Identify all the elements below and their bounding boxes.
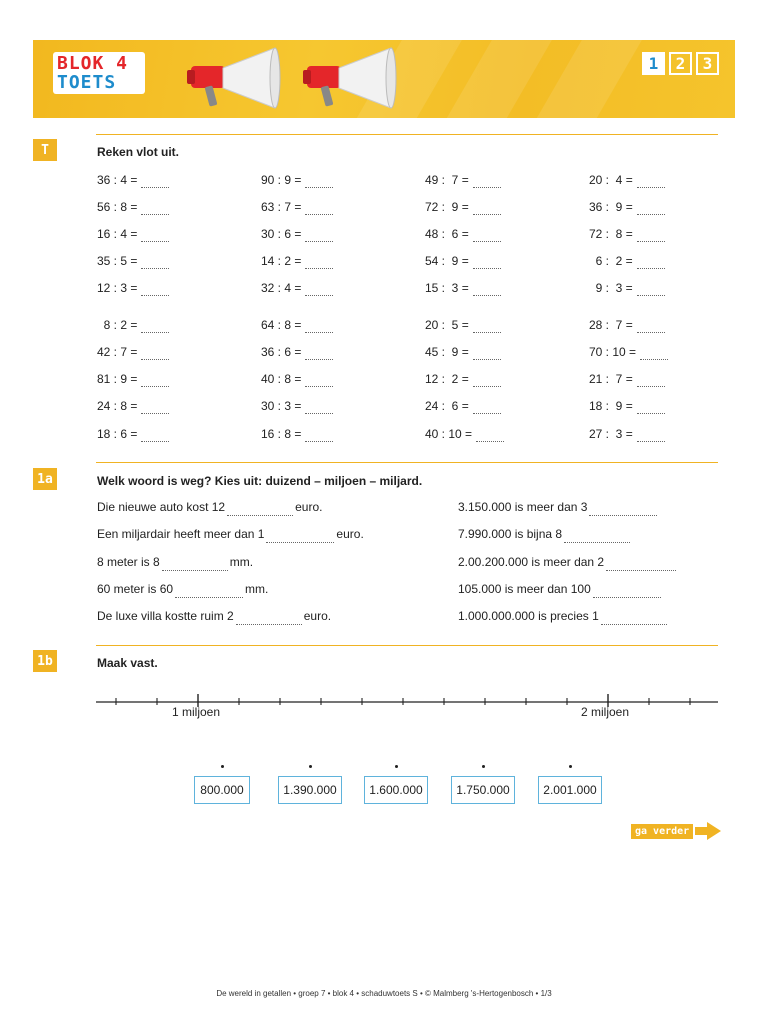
sentence-text: 60 meter is 60 bbox=[97, 582, 174, 596]
division-exercise-text: 21 : 7 = bbox=[589, 372, 633, 386]
division-exercise bbox=[97, 200, 169, 215]
division-exercise bbox=[425, 200, 501, 215]
answer-blank[interactable] bbox=[473, 350, 501, 360]
division-exercise-text: 63 : 7 = bbox=[261, 200, 302, 214]
division-exercise-text: 32 : 4 = bbox=[261, 281, 302, 295]
page-indicator-3[interactable]: 3 bbox=[696, 52, 719, 75]
sentence-text: mm. bbox=[229, 555, 254, 569]
card-connector-dot[interactable] bbox=[221, 765, 224, 768]
division-exercise bbox=[589, 372, 665, 387]
answer-blank[interactable] bbox=[637, 323, 665, 333]
division-exercise-text: 16 : 4 = bbox=[97, 227, 138, 241]
answer-blank[interactable] bbox=[175, 586, 243, 598]
card-connector-dot[interactable] bbox=[482, 765, 485, 768]
answer-blank[interactable] bbox=[564, 531, 630, 543]
answer-blank[interactable] bbox=[473, 232, 501, 242]
answer-blank[interactable] bbox=[305, 432, 333, 442]
answer-blank[interactable] bbox=[637, 404, 665, 414]
fill-in-sentence bbox=[458, 555, 678, 571]
answer-blank[interactable] bbox=[305, 377, 333, 387]
division-exercise bbox=[425, 254, 501, 269]
answer-blank[interactable] bbox=[227, 504, 293, 516]
sentence-text: 1.000.000.000 is precies 1 bbox=[458, 609, 599, 623]
division-exercise-text: 81 : 9 = bbox=[97, 372, 138, 386]
division-exercise bbox=[589, 318, 665, 333]
answer-blank[interactable] bbox=[162, 559, 228, 571]
division-exercise bbox=[97, 372, 169, 387]
continue-label: ga verder bbox=[631, 824, 693, 839]
division-exercise bbox=[425, 345, 501, 360]
answer-blank[interactable] bbox=[473, 178, 501, 188]
division-exercise-text: 24 : 6 = bbox=[425, 399, 469, 413]
division-exercise bbox=[589, 427, 665, 442]
division-exercise bbox=[589, 345, 668, 360]
number-line-label-1-miljoen: 1 miljoen bbox=[172, 705, 221, 719]
answer-blank[interactable] bbox=[473, 377, 501, 387]
division-exercise bbox=[425, 227, 501, 242]
answer-blank[interactable] bbox=[305, 350, 333, 360]
division-exercise-text: 12 : 2 = bbox=[425, 372, 469, 386]
division-exercise-text: 48 : 6 = bbox=[425, 227, 469, 241]
section-divider bbox=[96, 462, 718, 463]
division-exercise bbox=[589, 281, 665, 296]
sentence-text: 8 meter is 8 bbox=[97, 555, 160, 569]
answer-blank[interactable] bbox=[637, 178, 665, 188]
section-tag-1b: 1b bbox=[33, 650, 57, 672]
fill-in-sentence bbox=[458, 527, 632, 543]
fill-in-sentence bbox=[458, 582, 663, 598]
division-exercise-text: 8 : 2 = bbox=[97, 318, 138, 332]
continue-button[interactable] bbox=[631, 822, 721, 840]
answer-blank[interactable] bbox=[141, 286, 169, 296]
answer-blank[interactable] bbox=[141, 259, 169, 269]
division-exercise bbox=[425, 318, 501, 333]
division-exercise bbox=[589, 173, 665, 188]
answer-blank[interactable] bbox=[141, 350, 169, 360]
sentence-text: euro. bbox=[295, 500, 323, 514]
division-exercise-text: 14 : 2 = bbox=[261, 254, 302, 268]
answer-blank[interactable] bbox=[266, 531, 334, 543]
answer-blank[interactable] bbox=[476, 432, 504, 442]
number-line-label-2-miljoen: 2 miljoen bbox=[581, 705, 630, 719]
section-divider bbox=[96, 645, 718, 646]
division-exercise bbox=[261, 173, 333, 188]
section-divider bbox=[96, 134, 718, 135]
division-exercise-text: 64 : 8 = bbox=[261, 318, 302, 332]
answer-blank[interactable] bbox=[637, 205, 665, 215]
answer-blank[interactable] bbox=[141, 232, 169, 242]
answer-blank[interactable] bbox=[236, 613, 302, 625]
division-exercise-text: 49 : 7 = bbox=[425, 173, 469, 187]
answer-blank[interactable] bbox=[141, 377, 169, 387]
number-card[interactable]: 1.750.000 bbox=[451, 776, 515, 804]
division-exercise bbox=[97, 345, 169, 360]
number-card[interactable]: 2.001.000 bbox=[538, 776, 602, 804]
division-exercise-text: 18 : 9 = bbox=[589, 399, 633, 413]
answer-blank[interactable] bbox=[640, 350, 668, 360]
section-tag-1a: 1a bbox=[33, 468, 57, 490]
sentence-text: 3.150.000 is meer dan 3 bbox=[458, 500, 588, 514]
section-1a-instruction: Welk woord is weg? Kies uit: duizend – miljoen – miljard. bbox=[97, 474, 423, 488]
division-exercise-text: 70 : 10 = bbox=[589, 345, 637, 359]
division-exercise bbox=[97, 227, 169, 242]
answer-blank[interactable] bbox=[473, 205, 501, 215]
arrow-right-icon bbox=[695, 822, 721, 840]
division-exercise-text: 40 : 10 = bbox=[425, 427, 473, 441]
division-exercise bbox=[97, 318, 169, 333]
blok-toets-logo bbox=[53, 52, 145, 94]
division-exercise bbox=[589, 227, 665, 242]
card-connector-dot[interactable] bbox=[569, 765, 572, 768]
answer-blank[interactable] bbox=[473, 286, 501, 296]
header-banner bbox=[33, 40, 735, 118]
section-tag-t: T bbox=[33, 139, 57, 161]
fill-in-sentence bbox=[97, 500, 322, 516]
division-exercise bbox=[261, 399, 333, 414]
division-exercise bbox=[261, 345, 333, 360]
megaphone-icon bbox=[299, 44, 399, 114]
sentence-text: euro. bbox=[303, 609, 332, 623]
answer-blank[interactable] bbox=[473, 259, 501, 269]
fill-in-sentence bbox=[97, 527, 364, 543]
division-exercise bbox=[425, 399, 501, 414]
answer-blank[interactable] bbox=[141, 178, 169, 188]
sentence-text: mm. bbox=[245, 582, 269, 596]
sentence-text: euro. bbox=[336, 527, 364, 541]
answer-blank[interactable] bbox=[637, 286, 665, 296]
answer-blank[interactable] bbox=[141, 323, 169, 333]
answer-blank[interactable] bbox=[589, 504, 657, 516]
answer-blank[interactable] bbox=[601, 613, 667, 625]
answer-blank[interactable] bbox=[305, 205, 333, 215]
division-exercise-text: 9 : 3 = bbox=[589, 281, 633, 295]
division-exercise-text: 45 : 9 = bbox=[425, 345, 469, 359]
division-exercise-text: 15 : 3 = bbox=[425, 281, 469, 295]
answer-blank[interactable] bbox=[305, 404, 333, 414]
sentence-text: 105.000 is meer dan 100 bbox=[458, 582, 591, 596]
page-footer: De wereld in getallen • groep 7 • blok 4 • schaduwtoets S • © Malmberg 's-Hertogenbosch • 1/3 bbox=[216, 989, 552, 998]
section-1b-instruction: Maak vast. bbox=[97, 656, 158, 670]
division-exercise-text: 24 : 8 = bbox=[97, 399, 138, 413]
answer-blank[interactable] bbox=[305, 232, 333, 242]
division-exercise-text: 72 : 8 = bbox=[589, 227, 633, 241]
answer-blank[interactable] bbox=[637, 432, 665, 442]
division-exercise-text: 20 : 5 = bbox=[425, 318, 469, 332]
fill-in-sentence bbox=[97, 555, 253, 571]
division-exercise bbox=[589, 200, 665, 215]
division-exercise-text: 56 : 8 = bbox=[97, 200, 138, 214]
division-exercise bbox=[425, 173, 501, 188]
division-exercise-text: 12 : 3 = bbox=[97, 281, 138, 295]
sentence-text: 2.00.200.000 is meer dan 2 bbox=[458, 555, 605, 569]
division-exercise bbox=[261, 281, 333, 296]
answer-blank[interactable] bbox=[637, 259, 665, 269]
answer-blank[interactable] bbox=[473, 323, 501, 333]
sentence-text: Een miljardair heeft meer dan 1 bbox=[97, 527, 265, 541]
fill-in-sentence bbox=[97, 582, 268, 598]
answer-blank[interactable] bbox=[141, 404, 169, 414]
division-exercise bbox=[425, 427, 504, 442]
fill-in-sentence bbox=[458, 609, 669, 625]
answer-blank[interactable] bbox=[305, 178, 333, 188]
division-exercise-text: 54 : 9 = bbox=[425, 254, 469, 268]
division-exercise bbox=[261, 372, 333, 387]
card-connector-dot[interactable] bbox=[309, 765, 312, 768]
division-exercise-text: 90 : 9 = bbox=[261, 173, 302, 187]
section-t-instruction: Reken vlot uit. bbox=[97, 145, 180, 159]
fill-in-sentence bbox=[458, 500, 659, 516]
division-exercise bbox=[589, 399, 665, 414]
division-exercise bbox=[589, 254, 665, 269]
division-exercise-text: 36 : 6 = bbox=[261, 345, 302, 359]
division-exercise-text: 36 : 4 = bbox=[97, 173, 138, 187]
answer-blank[interactable] bbox=[637, 232, 665, 242]
division-exercise bbox=[261, 427, 333, 442]
number-card[interactable]: 1.390.000 bbox=[278, 776, 342, 804]
answer-blank[interactable] bbox=[606, 559, 676, 571]
division-exercise-text: 6 : 2 = bbox=[589, 254, 633, 268]
division-exercise bbox=[425, 372, 501, 387]
division-exercise-text: 36 : 9 = bbox=[589, 200, 633, 214]
division-exercise bbox=[261, 200, 333, 215]
division-exercise-text: 72 : 9 = bbox=[425, 200, 469, 214]
answer-blank[interactable] bbox=[141, 432, 169, 442]
number-card[interactable]: 800.000 bbox=[194, 776, 250, 804]
card-connector-dot[interactable] bbox=[395, 765, 398, 768]
division-exercise-text: 30 : 6 = bbox=[261, 227, 302, 241]
division-exercise bbox=[97, 427, 169, 442]
division-exercise-text: 40 : 8 = bbox=[261, 372, 302, 386]
logo-line-2: TOETS bbox=[57, 72, 117, 93]
megaphone-icon bbox=[183, 44, 283, 114]
number-card[interactable]: 1.600.000 bbox=[364, 776, 428, 804]
division-exercise bbox=[97, 173, 169, 188]
sentence-text: 7.990.000 is bijna 8 bbox=[458, 527, 563, 541]
division-exercise-text: 28 : 7 = bbox=[589, 318, 633, 332]
answer-blank[interactable] bbox=[473, 404, 501, 414]
division-exercise-text: 42 : 7 = bbox=[97, 345, 138, 359]
answer-blank[interactable] bbox=[637, 377, 665, 387]
answer-blank[interactable] bbox=[593, 586, 661, 598]
division-exercise bbox=[97, 254, 169, 269]
answer-blank[interactable] bbox=[141, 205, 169, 215]
sentence-text: Die nieuwe auto kost 12 bbox=[97, 500, 226, 514]
page-indicator-2[interactable]: 2 bbox=[669, 52, 692, 75]
fill-in-sentence bbox=[97, 609, 331, 625]
answer-blank[interactable] bbox=[305, 286, 333, 296]
division-exercise-text: 18 : 6 = bbox=[97, 427, 138, 441]
division-exercise-text: 27 : 3 = bbox=[589, 427, 633, 441]
division-exercise-text: 35 : 5 = bbox=[97, 254, 138, 268]
division-exercise bbox=[261, 254, 333, 269]
division-exercise bbox=[97, 399, 169, 414]
sentence-text: De luxe villa kostte ruim 2 bbox=[97, 609, 234, 623]
page-indicator bbox=[642, 52, 719, 75]
division-exercise bbox=[261, 318, 333, 333]
division-exercise bbox=[97, 281, 169, 296]
logo-line-1: BLOK 4 bbox=[57, 53, 129, 74]
division-exercise-text: 20 : 4 = bbox=[589, 173, 633, 187]
answer-blank[interactable] bbox=[305, 323, 333, 333]
answer-blank[interactable] bbox=[305, 259, 333, 269]
division-exercise-text: 30 : 3 = bbox=[261, 399, 302, 413]
division-exercise bbox=[425, 281, 501, 296]
division-exercise bbox=[261, 227, 333, 242]
page-indicator-1[interactable]: 1 bbox=[642, 52, 665, 75]
division-exercise-text: 16 : 8 = bbox=[261, 427, 302, 441]
